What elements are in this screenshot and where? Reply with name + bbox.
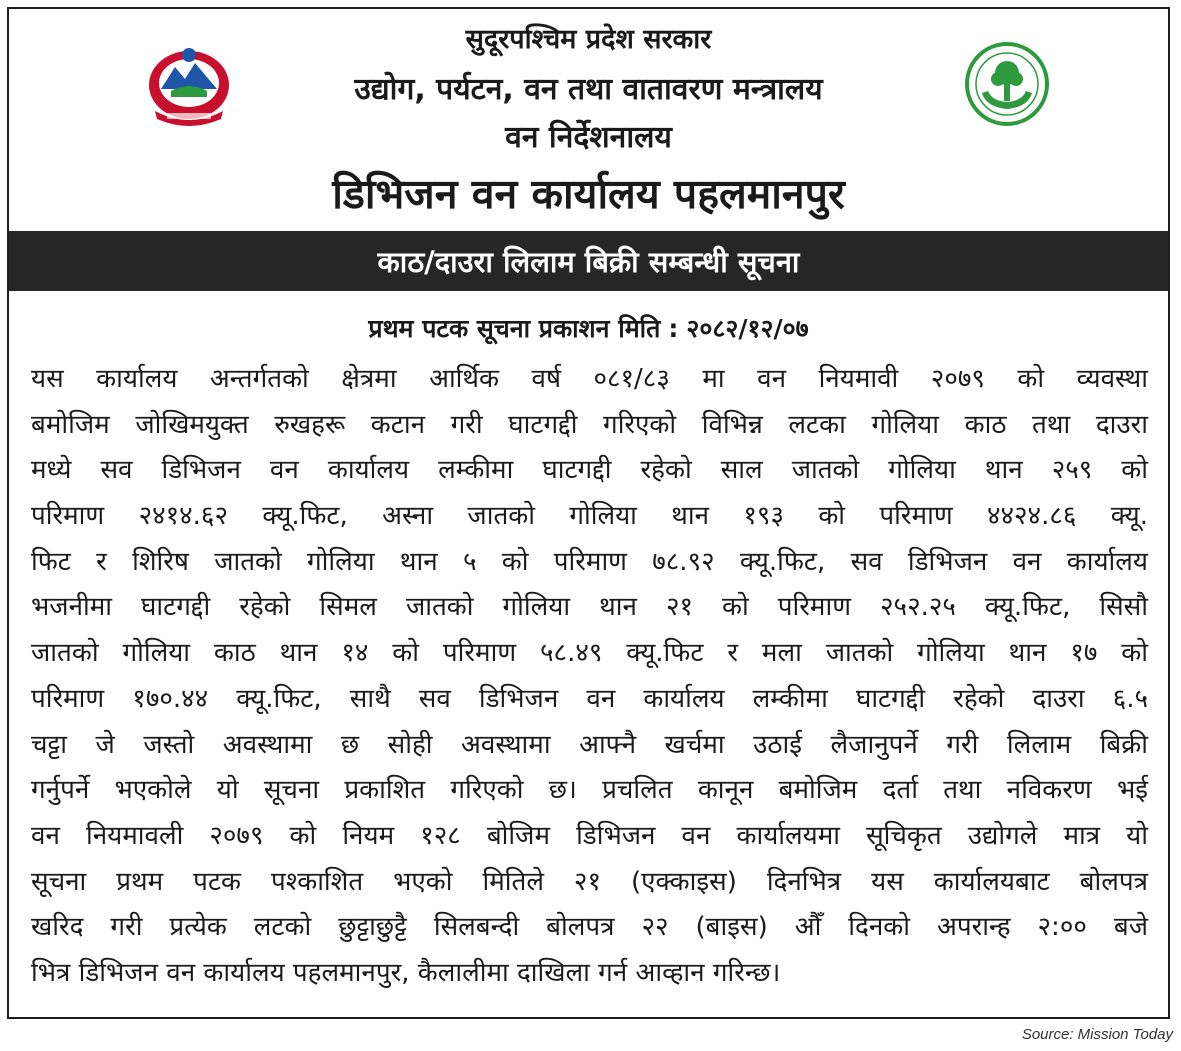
office-name: डिभिजन वन कार्यालय पहलमानपुर [332,170,845,218]
body-line: वन नियमावली २०७९ को नियम १२८ बोजिम डिभिजन वन कार्यालयमा सूचिकृत उद्योगले मात्र यो [31,820,1148,851]
notice-body [31,357,1148,997]
notice-header [9,9,1168,231]
body-line: मध्ये सव डिभिजन वन कार्यालय लम्कीमा घाटगद्दी रहेको साल जातको गोलिया थान २५९ को [31,455,1148,486]
body-line: यस कार्यालय अन्तर्गतको क्षेत्रमा आर्थिक वर्ष ०८१/८३ मा वन नियमावी २०७९ को व्यवस्था [31,364,1148,394]
directorate-name: वन निर्देशनालय [505,120,672,155]
body-line: भजनीमा घाटगद्दी रहेको सिमल जातको गोलिया थान २१ को परिमाण २५२.२५ क्यू.फिट, सिसौ [31,592,1148,623]
body-line: जातको गोलिया काठ थान १४ को परिमाण ५८.४९ क्यू.फिट र मला जातको गोलिया थान १७ को [31,638,1148,669]
publication-label: प्रथम पटक सूचना प्रकाशन मिति [368,314,661,343]
notice-title-banner [9,231,1168,291]
body-line: परिमाण २४१४.६२ क्यू.फिट, अस्ना जातको गोलिया थान १९३ को परिमाण ४४२४.८६ क्यू. [31,501,1148,532]
body-line: खरिद गरी प्रत्येक लटको छुट्टाछुट्टै सिलबन्दी बोलपत्र २२ (बाइस) औँ दिनको अपरान्ह २:०० बजे [31,912,1148,943]
body-line: गर्नुपर्ने भएकोले यो सूचना प्रकाशित गरिएको छ। प्रचलित कानून बमोजिम दर्ता तथा नविकरण भई [31,775,1148,806]
publication-separator: : [668,314,679,343]
body-line: भित्र डिभिजन वन कार्यालय पहलमानपुर, कैलालीमा दाखिला गर्न आव्हान गरिन्छ। [31,957,781,988]
forest-hands-logo-icon [964,41,1050,127]
ministry-name: उद्योग, पर्यटन, वन तथा वातावरण मन्त्रालय [354,72,823,107]
body-line: चट्टा जे जस्तो अवस्थामा छ सोही अवस्थामा आफ्नै खर्चमा उठाई लैजानुपर्ने गरी लिलाम बिक्री [31,729,1148,760]
notice-frame [7,7,1170,1019]
publication-date: २०८२/१२/०७ [686,314,809,343]
notice-title: काठ/दाउरा लिलाम बिक्री सम्बन्धी सूचना [377,244,800,279]
body-line: परिमाण १७०.४४ क्यू.फिट, साथै सव डिभिजन वन कार्यालय लम्कीमा घाटगद्दी रहेको दाउरा ६.५ [31,683,1148,714]
publication-date-line [9,311,1168,345]
body-line: बमोजिम जोखिमयुक्त रुखहरू कटान गरी घाटगद्दी गरिएको विभिन्न लटका गोलिया काठ तथा दाउरा [31,409,1148,440]
body-line: फिट र शिरिष जातको गोलिया थान ५ को परिमाण ७८.९२ क्यू.फिट, सव डिभिजन वन कार्यालय [31,546,1148,577]
government-name: सुदूरपश्चिम प्रदेश सरकार [465,24,712,55]
source-credit: Source: Mission Today [1021,1026,1173,1043]
body-line: सूचना प्रथम पटक पश्काशित भएको मितिले २१ (एक्काइस) दिनभित्र यस कार्यालयबाट बोलपत्र [31,866,1148,897]
